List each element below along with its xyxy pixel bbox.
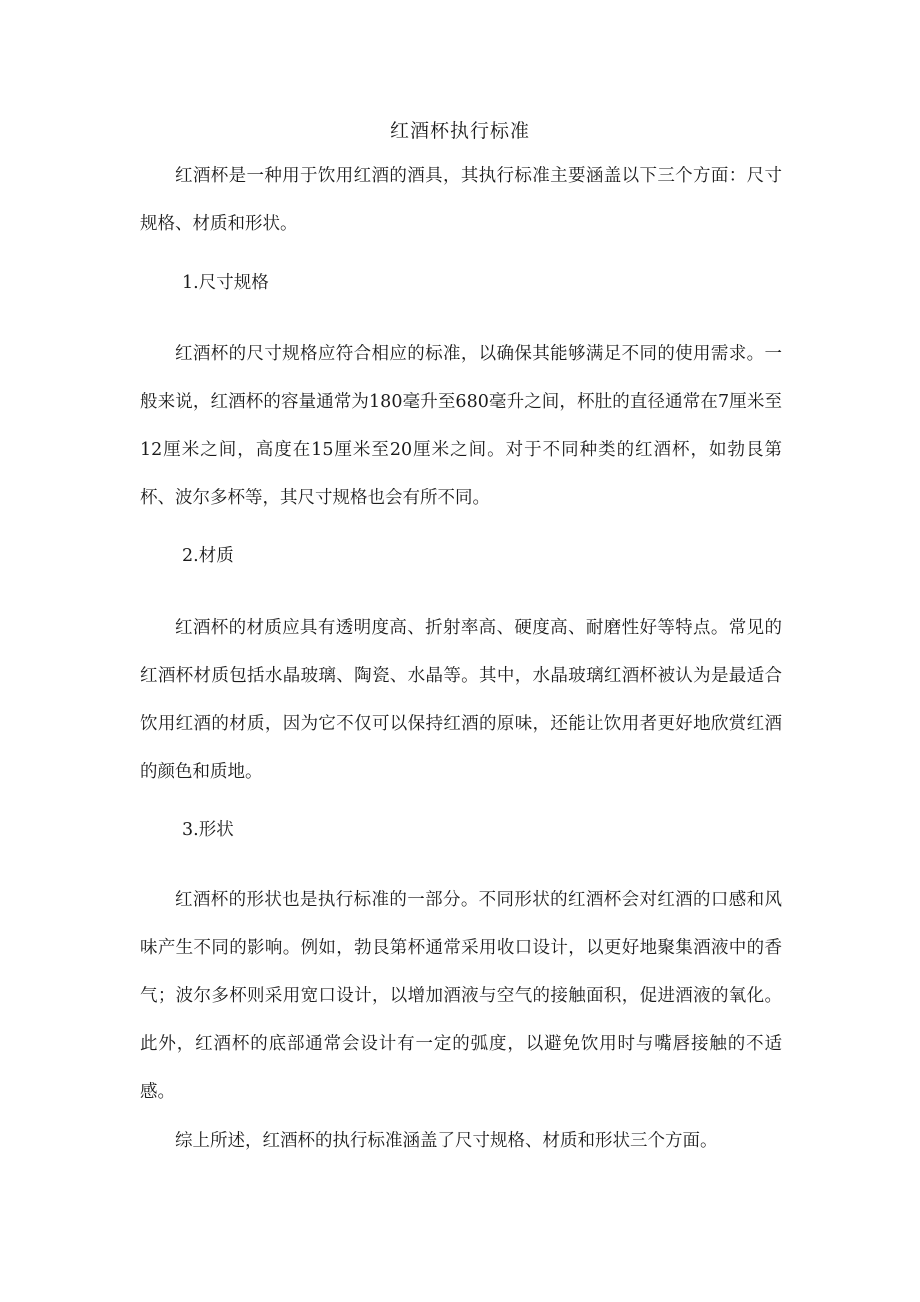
section-heading-size: 1.尺寸规格: [182, 273, 269, 293]
document-title: 红酒杯执行标准: [389, 120, 530, 142]
section-heading-material: 2.材质: [182, 546, 234, 566]
section-body-material: 红酒杯的材质应具有透明度高、折射率高、硬度高、耐磨性好等特点。常见的红酒杯材质包括水晶玻璃、陶瓷、水晶等。其中，水晶玻璃红酒杯被认为是最适合饮用红酒的材质，因为它不仅可以保持红酒的原味，还能让饮用者更好地欣赏红酒的颜色和质地。: [140, 618, 782, 782]
conclusion-paragraph: 综上所述，红酒杯的执行标准涵盖了尺寸规格、材质和形状三个方面。: [175, 1131, 718, 1151]
section-body-shape: 红酒杯的形状也是执行标准的一部分。不同形状的红酒杯会对红酒的口感和风味产生不同的影响。例如，勃艮第杯通常采用收口设计，以更好地聚集酒液中的香气；波尔多杯则采用宽口设计，以增加酒液与空气的接触面积，促进酒液的氧化。此外，红酒杯的底部通常会设计有一定的弧度，以避免饮用时与嘴唇接触的不适感。: [140, 890, 782, 1102]
section-heading-shape: 3.形状: [182, 820, 234, 840]
intro-paragraph: 红酒杯是一种用于饮用红酒的酒具，其执行标准主要涵盖以下三个方面：尺寸规格、材质和形状。: [140, 166, 782, 234]
section-body-size: 红酒杯的尺寸规格应符合相应的标准，以确保其能够满足不同的使用需求。一般来说，红酒杯的容量通常为180毫升至680毫升之间，杯肚的直径通常在7厘米至12厘米之间，高度在15厘米至20厘米之间。对于不同种类的红酒杯，如勃艮第杯、波尔多杯等，其尺寸规格也会有所不同。: [140, 344, 782, 508]
